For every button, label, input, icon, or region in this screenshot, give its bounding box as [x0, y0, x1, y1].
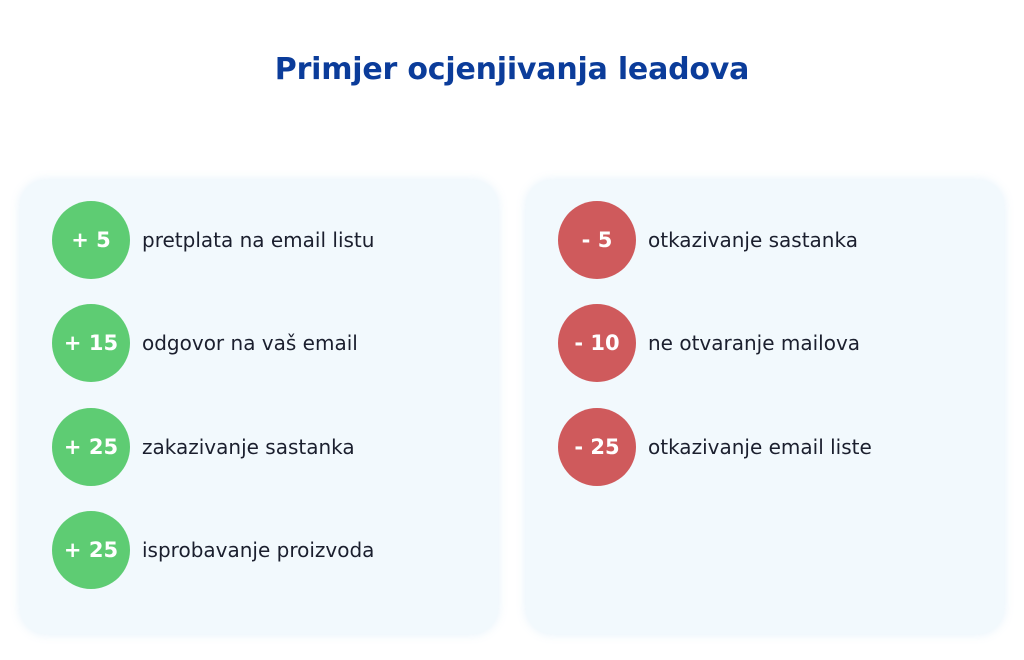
- positive-score-badge: + 25: [52, 408, 130, 486]
- negative-score-badge: - 25: [558, 408, 636, 486]
- score-label: otkazivanje sastanka: [648, 228, 858, 252]
- score-label: odgovor na vaš email: [142, 331, 358, 355]
- negative-score-badge: - 5: [558, 201, 636, 279]
- negative-scores-panel: [526, 180, 1004, 634]
- score-row: [52, 201, 374, 279]
- score-row: [558, 408, 872, 486]
- page-title: Primjer ocjenjivanja leadova: [274, 52, 750, 87]
- score-row: [52, 511, 374, 589]
- positive-scores-panel: [20, 180, 498, 634]
- score-row: [558, 304, 860, 382]
- positive-score-badge: + 15: [52, 304, 130, 382]
- score-row: [52, 408, 355, 486]
- score-label: ne otvaranje mailova: [648, 331, 861, 355]
- score-row: [52, 304, 358, 382]
- score-label: pretplata na email listu: [142, 228, 375, 252]
- score-label: isprobavanje proizvoda: [142, 538, 375, 562]
- positive-score-badge: + 25: [52, 511, 130, 589]
- score-row: [558, 201, 858, 279]
- negative-score-badge: - 10: [558, 304, 636, 382]
- score-label: zakazivanje sastanka: [142, 435, 355, 459]
- score-label: otkazivanje email liste: [648, 435, 872, 459]
- positive-score-badge: + 5: [52, 201, 130, 279]
